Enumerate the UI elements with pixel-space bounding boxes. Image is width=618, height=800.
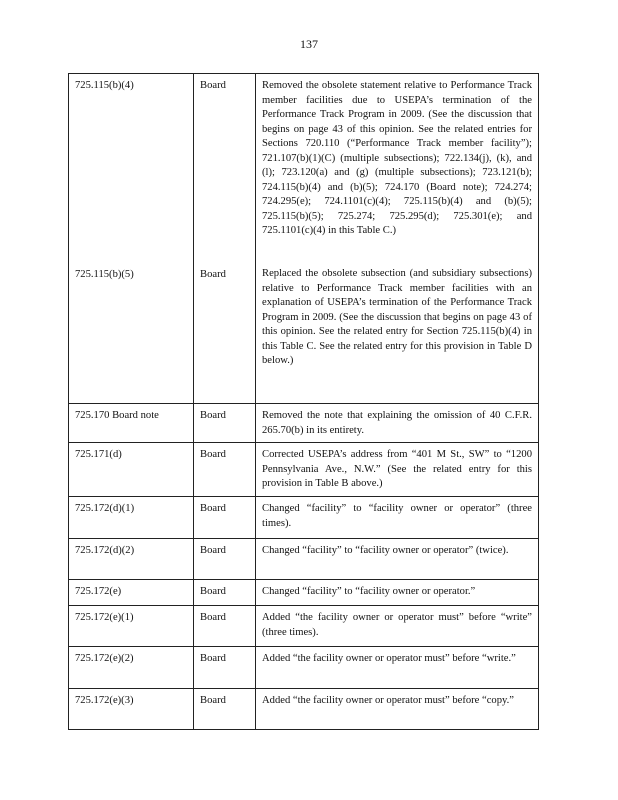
table-row — [69, 539, 539, 580]
table-row — [69, 443, 539, 497]
action-cell: Removed the note that explaining the omission of 40 C.F.R. 265.70(b) in its entirety. — [256, 404, 539, 443]
table-row — [69, 497, 539, 539]
source-cell: Board — [194, 404, 256, 443]
amendments-table — [68, 73, 539, 730]
section-cell: 725.115(b)(4) — [75, 80, 134, 91]
section-cell: 725.172(e)(2) — [69, 647, 194, 689]
section-cell: 725.171(d) — [69, 443, 194, 497]
section-cell: 725.172(e)(1) — [69, 606, 194, 647]
action-cell: Removed the obsolete statement relative to Performance Track member facilities due to USEPA’s termination of the Performance Track Program in 2009. (See the discussion that begins on page 43 of this opinion. See the related entries for Sections 720.110 (“Performance Track member facility”); 721.107(b)(1)(C) (multiple subsections); 722.134(j), (k), and (l); 723.120(a) and (g) (multiple subsections); 723.121(b); 724.115(b)(4) and (b)(5); 724.170 (Board note); 724.274; 724.295(e); 724.1101(c)(4); 725.115(b)(4) and (b)(5); 725.115(b)(5); 725.274; 725.295(d); 725.301(e); and 725.1101(c)(4) in this Table C.) — [262, 80, 532, 236]
table-row — [69, 689, 539, 730]
source-cell: Board — [194, 497, 256, 539]
action-cell: Changed “facility” to “facility owner or operator” (twice). — [256, 539, 539, 580]
section-cell: 725.115(b)(5) — [75, 268, 134, 280]
table-row — [69, 606, 539, 647]
action-cell: Changed “facility” to “facility owner or operator.” — [256, 580, 539, 606]
action-cell: Changed “facility” to “facility owner or operator” (three times). — [256, 497, 539, 539]
source-cell: Board — [194, 647, 256, 689]
source-cell: Board — [194, 539, 256, 580]
source-cell: Board — [194, 606, 256, 647]
action-cell: Added “the facility owner or operator must” before “write” (three times). — [256, 606, 539, 647]
source-cell: Board — [200, 80, 226, 91]
table-row — [69, 404, 539, 443]
section-cell: 725.172(e)(3) — [69, 689, 194, 730]
action-cell: Added “the facility owner or operator must” before “copy.” — [256, 689, 539, 730]
section-cell: 725.172(d)(1) — [69, 497, 194, 539]
page-number: 137 — [300, 37, 318, 51]
section-cell: 725.170 Board note — [69, 404, 194, 443]
section-cell: 725.172(e) — [69, 580, 194, 606]
source-cell: Board — [194, 580, 256, 606]
source-cell: Board — [194, 443, 256, 497]
table-row — [69, 580, 539, 606]
action-cell: Added “the facility owner or operator must” before “write.” — [256, 647, 539, 689]
action-cell: Replaced the obsolete subsection (and subsidiary subsections) relative to Performance Track member facilities with an explanation of USEPA’s termination of the Performance Track Program in 2009. (See the discussion that begins on page 43 of this opinion. See the related entry for Section 725.115(b)(4) in this Table C. See the related entry for this provision in Table D below.) — [262, 268, 532, 366]
action-cell: Corrected USEPA’s address from “401 M St., SW” to “1200 Pennsylvania Ave., N.W.” (See the related entry for this provision in Table B above.) — [256, 443, 539, 497]
section-cell: 725.172(d)(2) — [69, 539, 194, 580]
source-cell: Board — [200, 268, 226, 280]
table-row — [69, 74, 539, 404]
source-cell: Board — [194, 689, 256, 730]
table-row — [69, 647, 539, 689]
